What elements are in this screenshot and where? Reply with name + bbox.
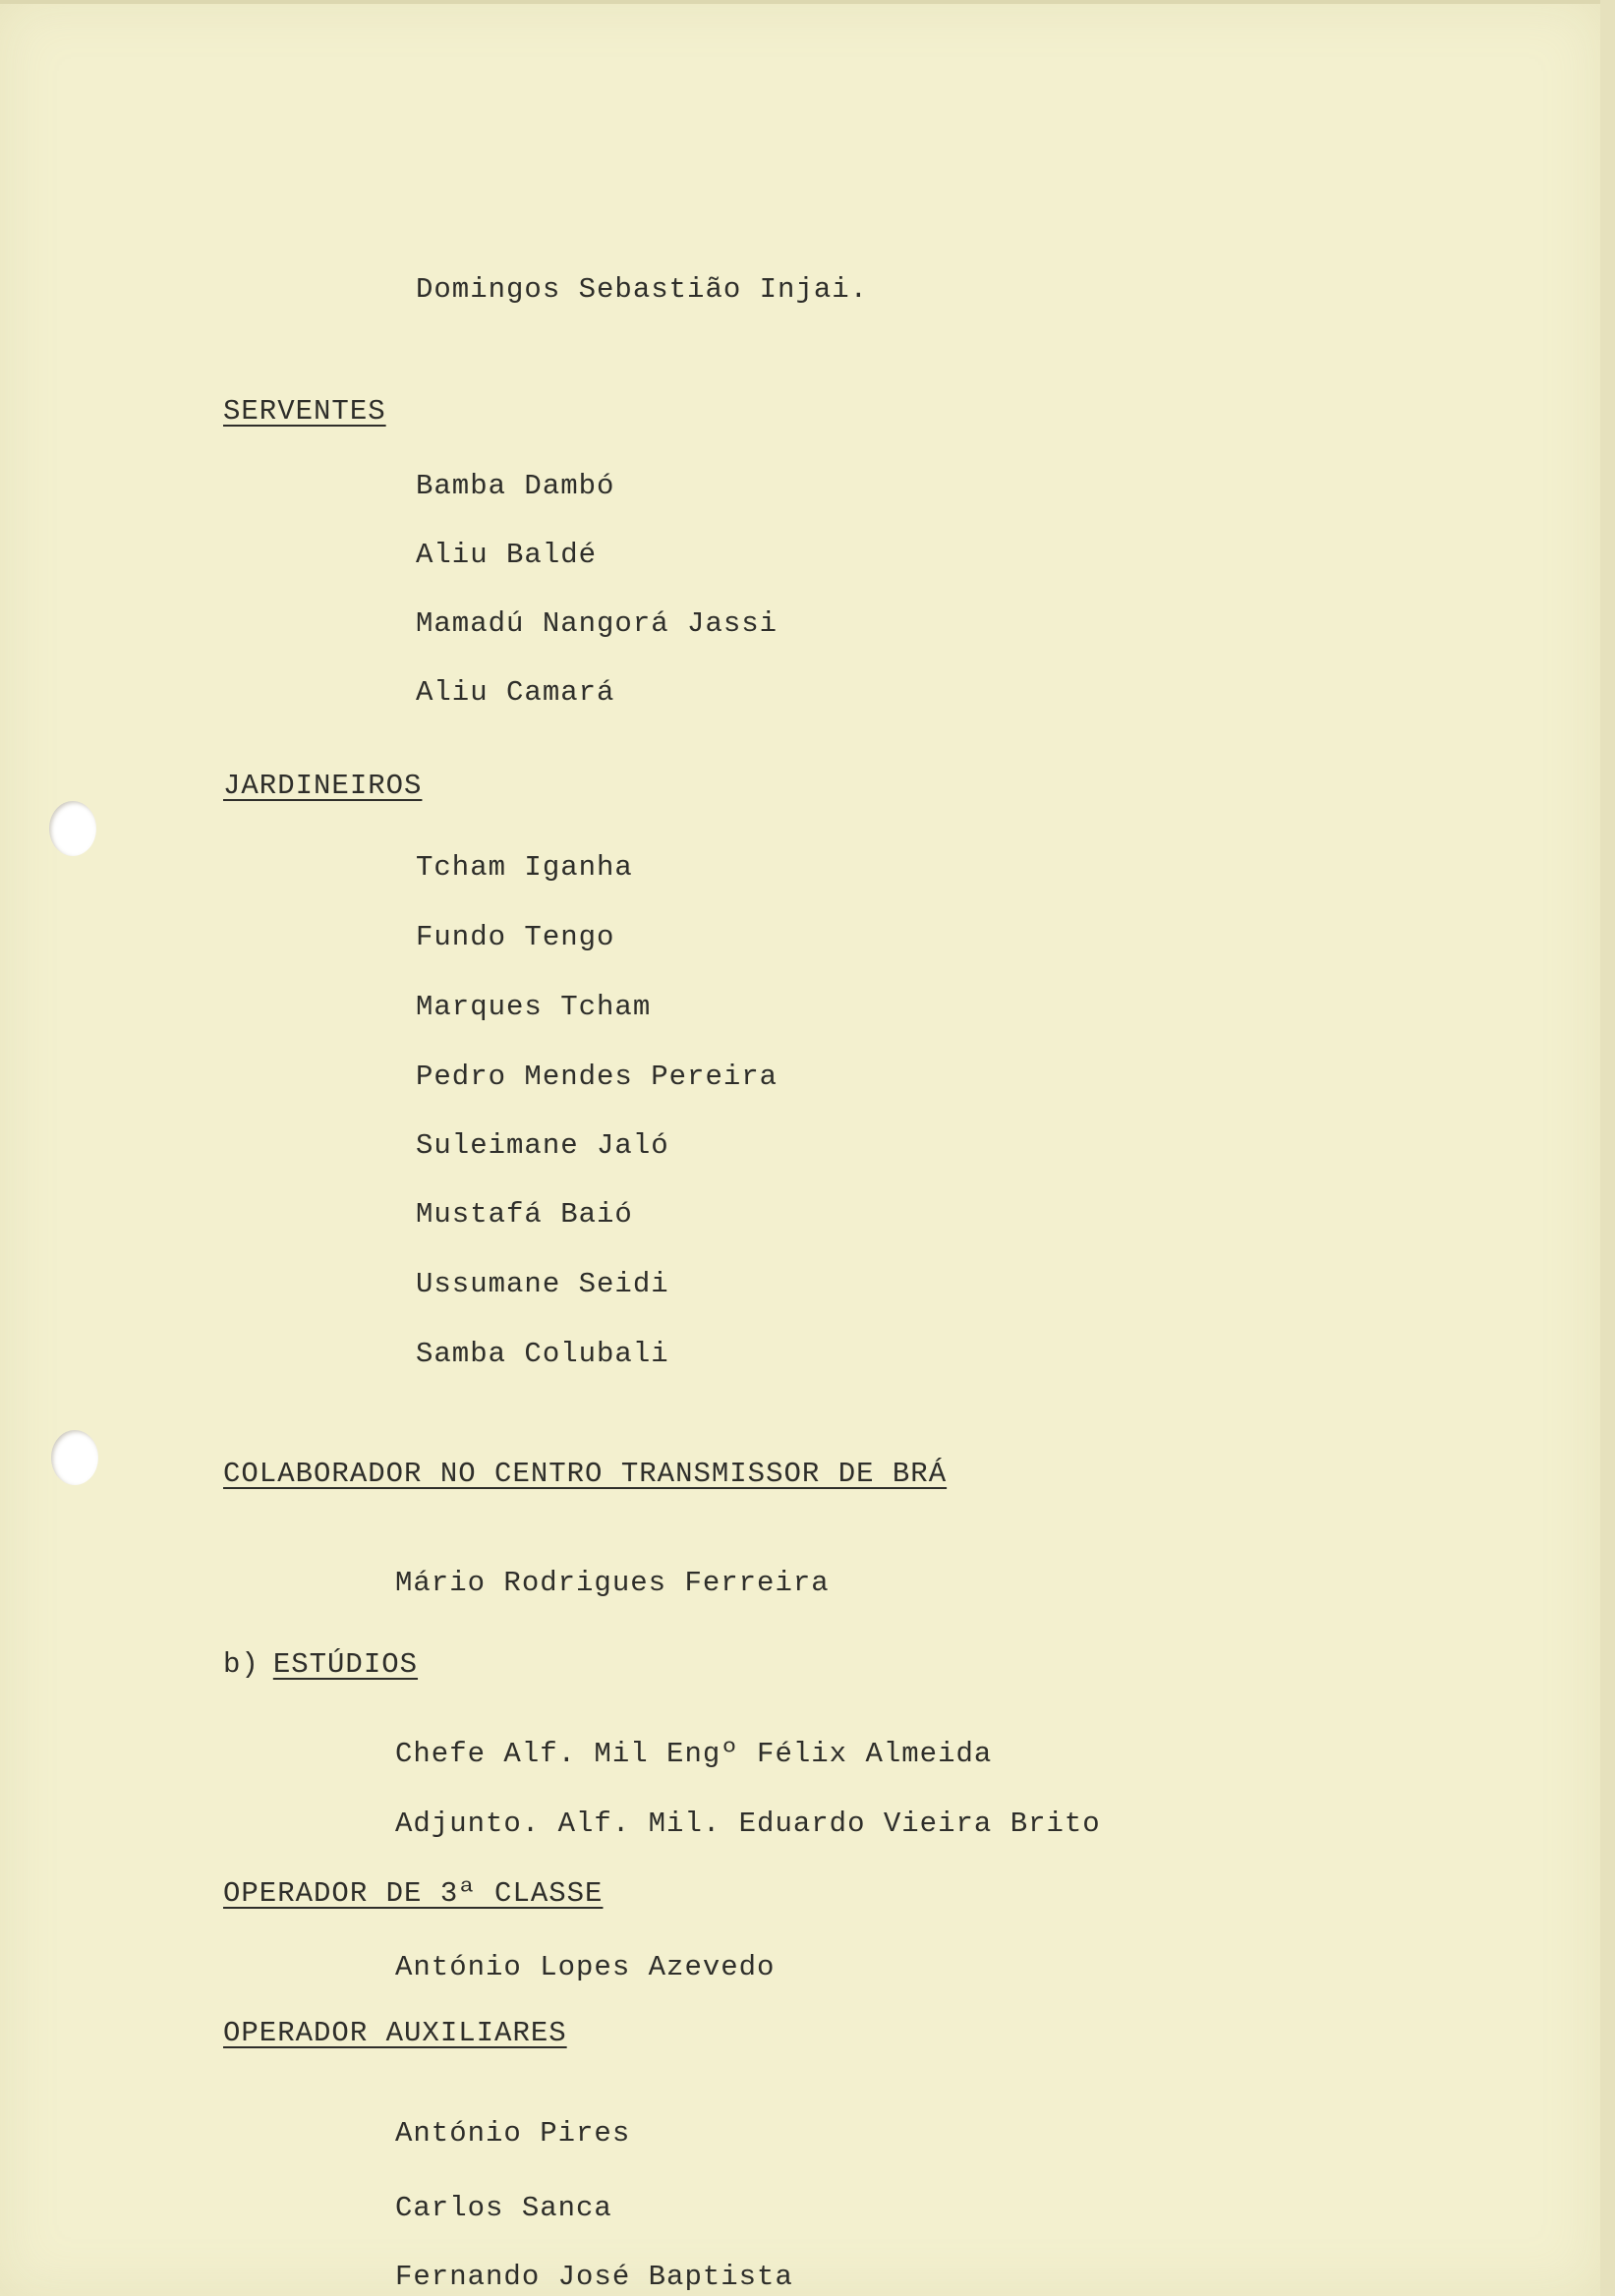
list-item: Fundo Tengo (416, 921, 615, 953)
list-item: Aliu Baldé (416, 539, 598, 571)
list-item: Ussumane Seidi (416, 1268, 669, 1300)
section-heading-colaboradores: COLABORADOR NO CENTRO TRANSMISSOR DE BRÁ (223, 1458, 948, 1490)
section-heading-operador-aux: OPERADOR AUXILIARES (223, 2017, 567, 2049)
punch-hole-icon (49, 801, 96, 856)
list-item: Carlos Sanca (395, 2192, 612, 2224)
top-name: Domingos Sebastião Injai. (416, 273, 869, 306)
list-item: Pedro Mendes Pereira (416, 1061, 779, 1093)
list-item: Chefe Alf. Mil Engº Félix Almeida (395, 1738, 993, 1770)
list-item: Marques Tcham (416, 991, 652, 1023)
paper-top-edge (0, 0, 1600, 4)
section-heading-estudios (223, 1648, 418, 1681)
list-item: Adjunto. Alf. Mil. Eduardo Vieira Brito (395, 1808, 1101, 1840)
list-item: Mário Rodrigues Ferreira (395, 1567, 830, 1599)
section-heading-serventes: SERVENTES (223, 395, 386, 428)
list-item: António Lopes Azevedo (395, 1951, 776, 1983)
list-item: António Pires (395, 2117, 631, 2150)
list-item: Samba Colubali (416, 1338, 669, 1370)
list-item: Bamba Dambó (416, 470, 615, 502)
list-item: Tcham Iganha (416, 851, 633, 884)
list-item: Mustafá Baió (416, 1198, 633, 1231)
section-prefix: b) (223, 1648, 260, 1681)
section-title: ESTÚDIOS (272, 1648, 419, 1681)
list-item: Fernando José Baptista (395, 2261, 793, 2293)
section-heading-operador-3: OPERADOR DE 3ª CLASSE (223, 1877, 604, 1910)
section-heading-jardineiros: JARDINEIROS (223, 770, 423, 802)
list-item: Suleimane Jaló (416, 1129, 669, 1162)
punch-hole-icon (51, 1430, 98, 1485)
paper-right-edge (1600, 0, 1615, 2296)
list-item: Aliu Camará (416, 676, 615, 709)
list-item: Mamadú Nangorá Jassi (416, 607, 779, 640)
